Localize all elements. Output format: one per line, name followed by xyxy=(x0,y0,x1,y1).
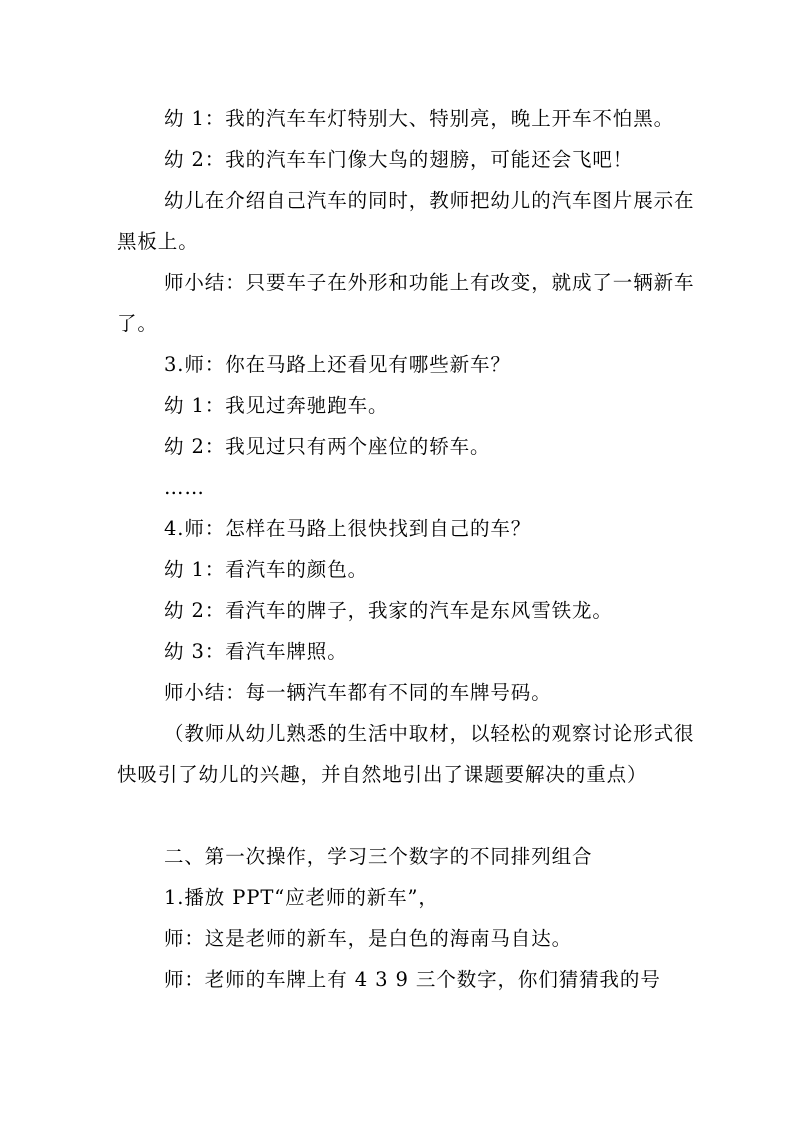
paragraph-14: （教师从幼儿熟悉的生活中取材，以轻松的观察讨论形式很快吸引了幼儿的兴趣，并自然地引出了课题要解决的重点） xyxy=(117,722,695,786)
paragraph-4: 师小结：只要车子在外形和功能上有改变，就成了一辆新车了。 xyxy=(117,271,695,335)
paragraph-8: …… xyxy=(164,476,205,499)
paragraph-3: 幼儿在介绍自己汽车的同时，教师把幼儿的汽车图片展示在黑板上。 xyxy=(117,189,695,253)
paragraph-13: 师小结：每一辆汽车都有不同的车牌号码。 xyxy=(164,681,552,704)
paragraph-16: 1.播放 PPT“应老师的新车”， xyxy=(164,886,439,909)
paragraph-7: 幼 2：我见过只有两个座位的轿车。 xyxy=(164,435,491,458)
paragraph-5: 3.师：你在马路上还看见有哪些新车？ xyxy=(164,353,511,376)
paragraph-1: 幼 1：我的汽车车灯特别大、特别亮，晚上开车不怕黑。 xyxy=(164,107,675,130)
paragraph-6: 幼 1：我见过奔驰跑车。 xyxy=(164,394,389,417)
paragraph-2: 幼 2：我的汽车车门像大鸟的翅膀，可能还会飞吧！ xyxy=(164,148,634,171)
paragraph-15: 二、第一次操作，学习三个数字的不同排列组合 xyxy=(164,845,593,868)
paragraph-10: 幼 1：看汽车的颜色。 xyxy=(164,558,369,581)
paragraph-17: 师：这是老师的新车，是白色的海南马自达。 xyxy=(164,927,573,950)
paragraph-12: 幼 3：看汽车牌照。 xyxy=(164,640,348,663)
paragraph-9: 4.师：怎样在马路上很快找到自己的车？ xyxy=(164,517,532,540)
paragraph-18: 师：老师的车牌上有 4 3 9 三个数字，你们猜猜我的号 xyxy=(164,968,661,991)
paragraph-11: 幼 2：看汽车的牌子，我家的汽车是东风雪铁龙。 xyxy=(164,599,613,622)
